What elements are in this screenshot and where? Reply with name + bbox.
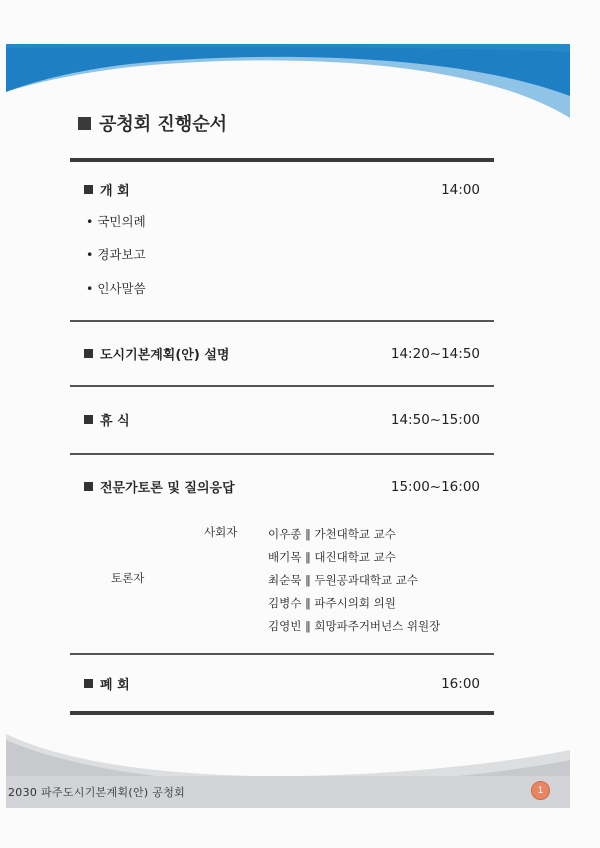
- square-bullet-icon: [84, 415, 93, 424]
- section-label: 휴 식: [100, 414, 130, 429]
- section-discussion: [84, 477, 480, 496]
- section-label: 전문가토론 및 질의응답: [100, 481, 235, 496]
- participant: 이우종 ∥ 가천대학교 교수: [268, 527, 396, 541]
- section-opening: [84, 180, 480, 199]
- section-divider: [70, 320, 494, 322]
- list-item: • 국민의례: [86, 214, 146, 229]
- panel-role: 토론자: [111, 571, 145, 585]
- section-plan-explanation: [84, 344, 480, 363]
- section-closing: [84, 674, 480, 693]
- section-divider: [70, 385, 494, 387]
- participant: 배기목 ∥ 대진대학교 교수: [268, 550, 396, 564]
- section-divider: [70, 653, 494, 655]
- section-time: 15:00~16:00: [390, 478, 480, 495]
- section-label: 도시기본계획(안) 설명: [100, 348, 230, 363]
- moderator-role: 사회자: [204, 525, 238, 539]
- page-title: [78, 110, 227, 136]
- page-number-badge: 1: [531, 781, 550, 800]
- bottom-divider: [70, 711, 494, 715]
- section-time: 14:00: [441, 181, 480, 198]
- square-bullet-icon: [84, 679, 93, 688]
- participant: 김영빈 ∥ 희망파주거버넌스 위원장: [268, 619, 441, 633]
- square-bullet-icon: [84, 349, 93, 358]
- section-label: 개 회: [100, 184, 130, 199]
- page-title-text: 공청회 진행순서: [99, 114, 227, 135]
- top-divider: [70, 158, 494, 162]
- section-time: 16:00: [441, 675, 480, 692]
- section-time: 14:50~15:00: [390, 411, 480, 428]
- participant: 최순묵 ∥ 두원공과대학교 교수: [268, 573, 419, 587]
- section-divider: [70, 453, 494, 455]
- square-bullet-icon: [84, 482, 93, 491]
- participant: 김병수 ∥ 파주시의회 의원: [268, 596, 396, 610]
- section-time: 14:20~14:50: [390, 345, 480, 362]
- square-bullet-icon: [78, 117, 91, 130]
- section-label: 폐 회: [100, 678, 130, 693]
- square-bullet-icon: [84, 185, 93, 194]
- list-item: • 경과보고: [86, 247, 146, 262]
- section-break: [84, 410, 480, 429]
- list-item: • 인사말씀: [86, 281, 146, 296]
- footer-text: 2030 파주도시기본계획(안) 공청회: [8, 786, 186, 799]
